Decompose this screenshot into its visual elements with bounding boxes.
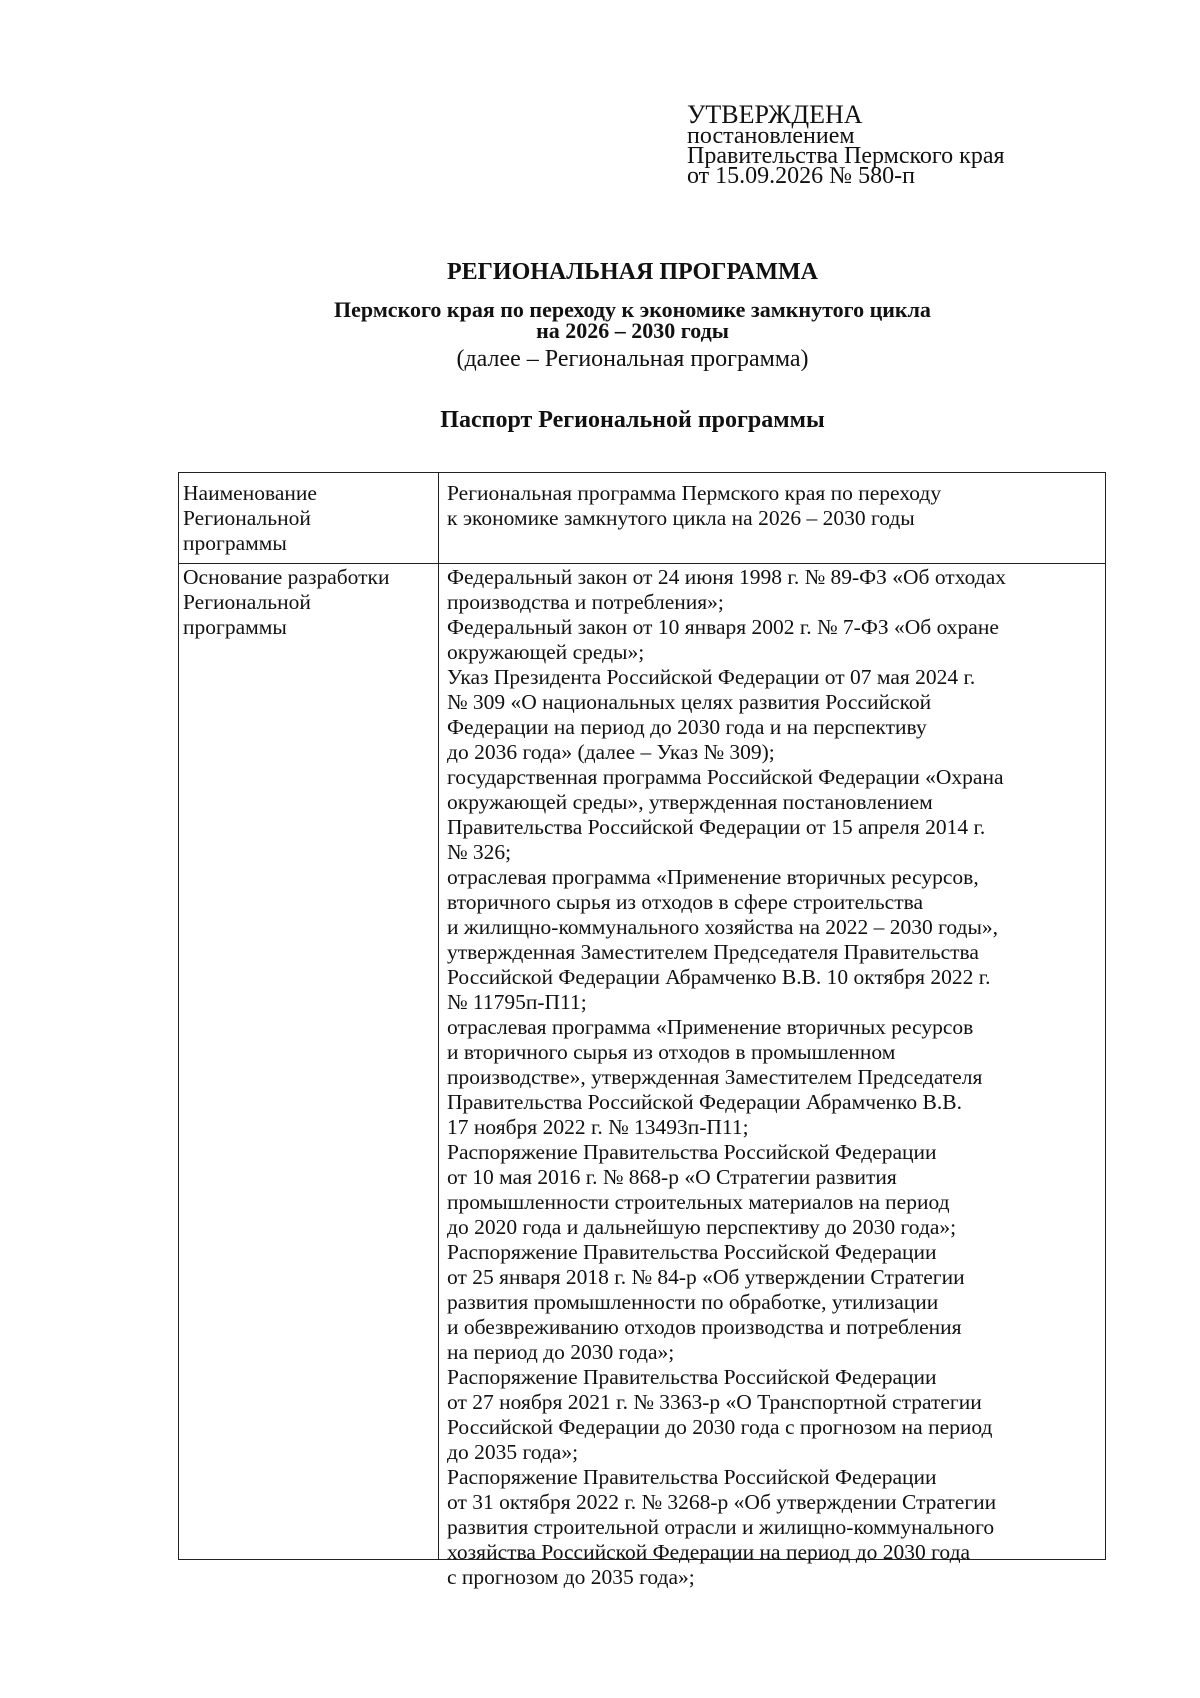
value-line: отраслевая программа «Применение вторичных ресурсов xyxy=(447,1015,974,1039)
value-line: № 326; xyxy=(447,840,512,864)
approval-line: от 15.09.2026 № 580-п xyxy=(687,163,915,189)
label-line: программы xyxy=(183,531,287,555)
value-line: от 27 ноября 2021 г. № 3363-р «О Транспортной стратегии xyxy=(447,1390,982,1414)
value-line: Российской Федерации Абрамченко В.В. 10 октября 2022 г. xyxy=(447,965,991,989)
value-line: с прогнозом до 2035 года»; xyxy=(447,1565,695,1589)
label-line: Региональной xyxy=(183,590,311,614)
value-line: от 10 мая 2016 г. № 868-р «О Стратегии развития xyxy=(447,1165,897,1189)
value-line: до 2035 года»; xyxy=(447,1440,579,1464)
value-line: государственная программа Российской Федерации «Охрана xyxy=(447,765,1004,789)
document-title: РЕГИОНАЛЬНАЯ ПРОГРАММА xyxy=(446,259,819,285)
row-label-name xyxy=(183,481,317,556)
value-line: окружающей среды», утвержденная постановлением xyxy=(447,790,933,814)
approval-stamp: УТВЕРЖДЕНА xyxy=(687,100,863,129)
row-label-basis xyxy=(183,565,390,640)
document-subtitle-period: на 2026 – 2030 годы xyxy=(536,318,729,343)
value-line: производстве», утвержденная Заместителем Председателя xyxy=(447,1065,983,1089)
value-line: хозяйства Российской Федерации на период до 2030 года xyxy=(447,1540,971,1564)
value-line: и обезвреживанию отходов производства и потребления xyxy=(447,1315,962,1339)
value-line: Российской Федерации до 2030 года с прогнозом на период xyxy=(447,1415,993,1439)
value-line: к экономике замкнутого цикла на 2026 – 2030 годы xyxy=(447,506,915,530)
row-value-basis xyxy=(447,565,1006,1590)
column-divider xyxy=(438,473,439,1559)
document-note: (далее – Региональная программа) xyxy=(456,346,809,372)
approval-block xyxy=(687,100,1005,189)
approval-line: постановлением xyxy=(687,123,855,149)
label-line: Региональной xyxy=(183,506,311,530)
row-value-name xyxy=(447,481,941,531)
label-line: Основание разработки xyxy=(183,565,390,589)
label-line: программы xyxy=(183,615,287,639)
approval-line: Правительства Пермского края xyxy=(687,143,1005,169)
value-line: вторичного сырья из отходов в сфере строительства xyxy=(447,890,924,914)
value-line: Региональная программа Пермского края по переходу xyxy=(447,481,942,505)
value-line: до 2036 года» (далее – Указ № 309); xyxy=(447,740,775,764)
value-line: Правительства Российской Федерации Абрамченко В.В. xyxy=(447,1090,962,1114)
value-line: Распоряжение Правительства Российской Федерации xyxy=(447,1365,937,1389)
value-line: и жилищно-коммунального хозяйства на 2022 – 2030 годы», xyxy=(447,915,999,939)
value-line: и вторичного сырья из отходов в промышленном xyxy=(447,1040,896,1064)
value-line: Распоряжение Правительства Российской Федерации xyxy=(447,1140,937,1164)
value-line: Указ Президента Российской Федерации от 07 мая 2024 г. xyxy=(447,665,976,689)
value-line: от 31 октября 2022 г. № 3268-р «Об утверждении Стратегии xyxy=(447,1490,997,1514)
value-line: Федеральный закон от 10 января 2002 г. № 7-ФЗ «Об охране xyxy=(447,615,999,639)
value-line: Распоряжение Правительства Российской Федерации xyxy=(447,1240,937,1264)
value-line: промышленности строительных материалов на период xyxy=(447,1190,950,1214)
value-line: на период до 2030 года»; xyxy=(447,1340,675,1364)
value-line: № 11795п-П11; xyxy=(447,990,587,1014)
value-line: от 25 января 2018 г. № 84-р «Об утверждении Стратегии xyxy=(447,1265,965,1289)
value-line: Правительства Российской Федерации от 15 апреля 2014 г. xyxy=(447,815,986,839)
value-line: № 309 «О национальных целях развития Российской xyxy=(447,690,932,714)
value-line: развития строительной отрасли и жилищно-коммунального xyxy=(447,1515,995,1539)
passport-table xyxy=(178,472,1106,1589)
value-line: Федеральный закон от 24 июня 1998 г. № 89-ФЗ «Об отходах xyxy=(447,565,1006,589)
value-line: развития промышленности по обработке, утилизации xyxy=(447,1290,939,1314)
value-line: утвержденная Заместителем Председателя Правительства xyxy=(447,940,979,964)
document-subtitle: Пермского края по переходу к экономике замкнутого цикла xyxy=(334,297,931,322)
value-line: окружающей среды»; xyxy=(447,640,645,664)
value-line: Распоряжение Правительства Российской Федерации xyxy=(447,1465,937,1489)
value-line: производства и потребления»; xyxy=(447,590,724,614)
passport-title: Паспорт Региональной программы xyxy=(440,407,825,433)
value-line: отраслевая программа «Применение вторичных ресурсов, xyxy=(447,865,979,889)
row-divider xyxy=(179,563,1105,564)
value-line: Федерации на период до 2030 года и на перспективу xyxy=(447,715,927,739)
value-line: до 2020 года и дальнейшую перспективу до 2030 года»; xyxy=(447,1215,957,1239)
value-line: 17 ноября 2022 г. № 13493п-П11; xyxy=(447,1115,749,1139)
label-line: Наименование xyxy=(183,481,317,505)
